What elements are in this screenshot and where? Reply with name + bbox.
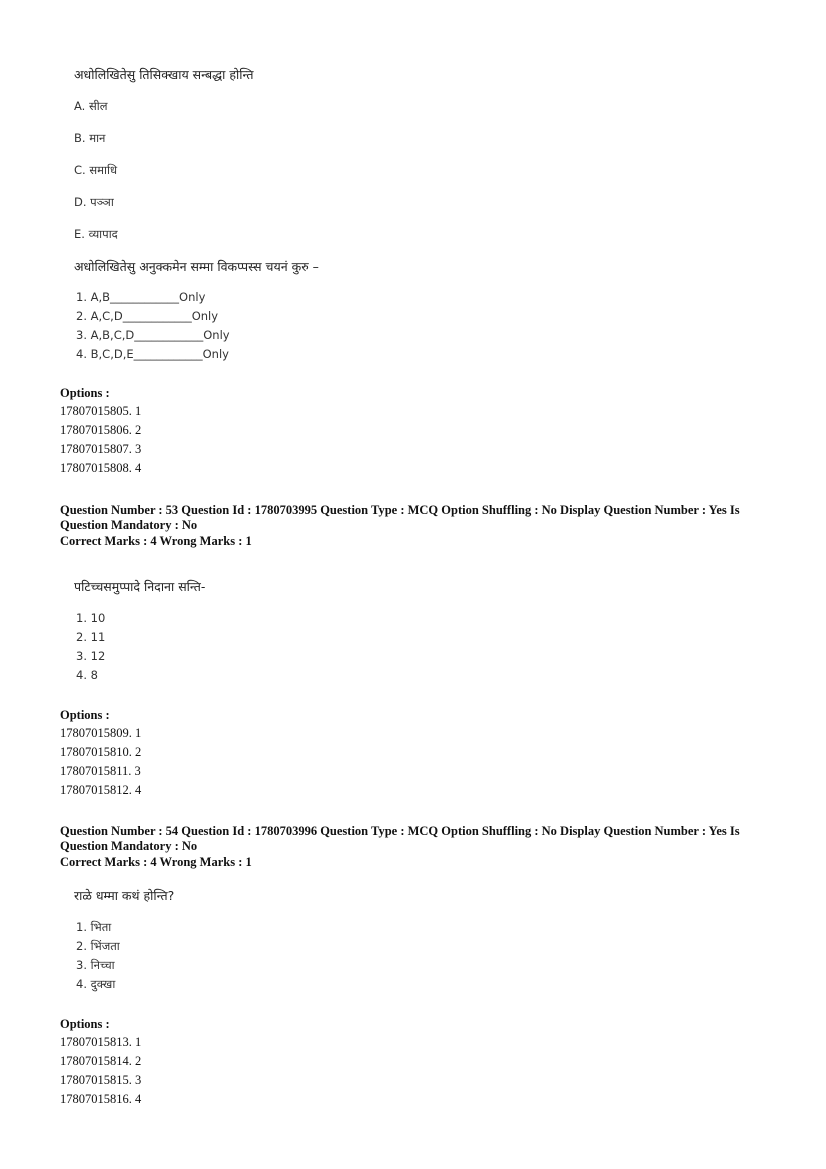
q53-question-text: पटिच्चसमुप्पादे निदाना सन्ति- bbox=[74, 579, 206, 594]
q52-statement-d: D. पञ्ञा bbox=[74, 195, 114, 209]
q54-meta bbox=[60, 824, 760, 870]
q52-choice-1: 1. A,B____________Only bbox=[76, 290, 206, 304]
q53-option-3: 17807015811. 3 bbox=[60, 764, 141, 778]
q53-meta-line1: Question Number : 53 Question Id : 1780703995 Question Type : MCQ Option Shuffling : No Display Question Number : Yes Is Question Mandatory : No bbox=[60, 503, 740, 532]
q53-options-label: Options : bbox=[60, 708, 110, 722]
q52-option-3: 17807015807. 3 bbox=[60, 442, 142, 456]
q54-option-1: 17807015813. 1 bbox=[60, 1035, 142, 1049]
q53-choice-3: 3. 12 bbox=[76, 649, 106, 663]
q52-option-1: 17807015805. 1 bbox=[60, 404, 142, 418]
q52-statement-c: C. समाधि bbox=[74, 163, 118, 177]
q54-meta-line2: Correct Marks : 4 Wrong Marks : 1 bbox=[60, 855, 252, 869]
q54-choice-2: 2. भिंजता bbox=[76, 939, 120, 953]
q53-choice-4: 4. 8 bbox=[76, 668, 98, 682]
q54-meta-line1: Question Number : 54 Question Id : 1780703996 Question Type : MCQ Option Shuffling : No Display Question Number : Yes Is Question Mandatory : No bbox=[60, 824, 740, 853]
q53-option-2: 17807015810. 2 bbox=[60, 745, 142, 759]
q52-statement-e: E. व्यापाद bbox=[74, 227, 118, 241]
q53-meta bbox=[60, 503, 760, 549]
q53-choice-1: 1. 10 bbox=[76, 611, 106, 625]
q53-meta-line2: Correct Marks : 4 Wrong Marks : 1 bbox=[60, 534, 252, 548]
q52-question-text: अधोलिखितेसु तिसिक्खाय सन्बद्धा होन्ति bbox=[74, 67, 254, 82]
q54-choice-1: 1. भिता bbox=[76, 920, 112, 934]
q52-option-4: 17807015808. 4 bbox=[60, 461, 142, 475]
q52-options-label: Options : bbox=[60, 386, 110, 400]
q52-choice-2: 2. A,C,D____________Only bbox=[76, 309, 219, 323]
q53-choice-2: 2. 11 bbox=[76, 630, 106, 644]
q54-options-label: Options : bbox=[60, 1017, 110, 1031]
q52-instruction: अधोलिखितेसु अनुक्कमेन सम्मा विकप्पस्स चयनं कुरु – bbox=[74, 259, 319, 274]
q54-question-text: राळे धम्मा कथं होन्ति? bbox=[74, 888, 175, 903]
q52-choice-4: 4. B,C,D,E____________Only bbox=[76, 347, 229, 361]
q54-option-3: 17807015815. 3 bbox=[60, 1073, 142, 1087]
q52-option-2: 17807015806. 2 bbox=[60, 423, 142, 437]
q53-option-1: 17807015809. 1 bbox=[60, 726, 142, 740]
q52-choice-3: 3. A,B,C,D____________Only bbox=[76, 328, 230, 342]
q52-statement-a: A. सील bbox=[74, 99, 108, 113]
q54-choice-3: 3. निच्चा bbox=[76, 958, 115, 972]
q52-statement-b: B. मान bbox=[74, 131, 106, 145]
q54-option-2: 17807015814. 2 bbox=[60, 1054, 142, 1068]
q53-option-4: 17807015812. 4 bbox=[60, 783, 142, 797]
q54-choice-4: 4. दुक्खा bbox=[76, 977, 116, 991]
q54-option-4: 17807015816. 4 bbox=[60, 1092, 142, 1106]
